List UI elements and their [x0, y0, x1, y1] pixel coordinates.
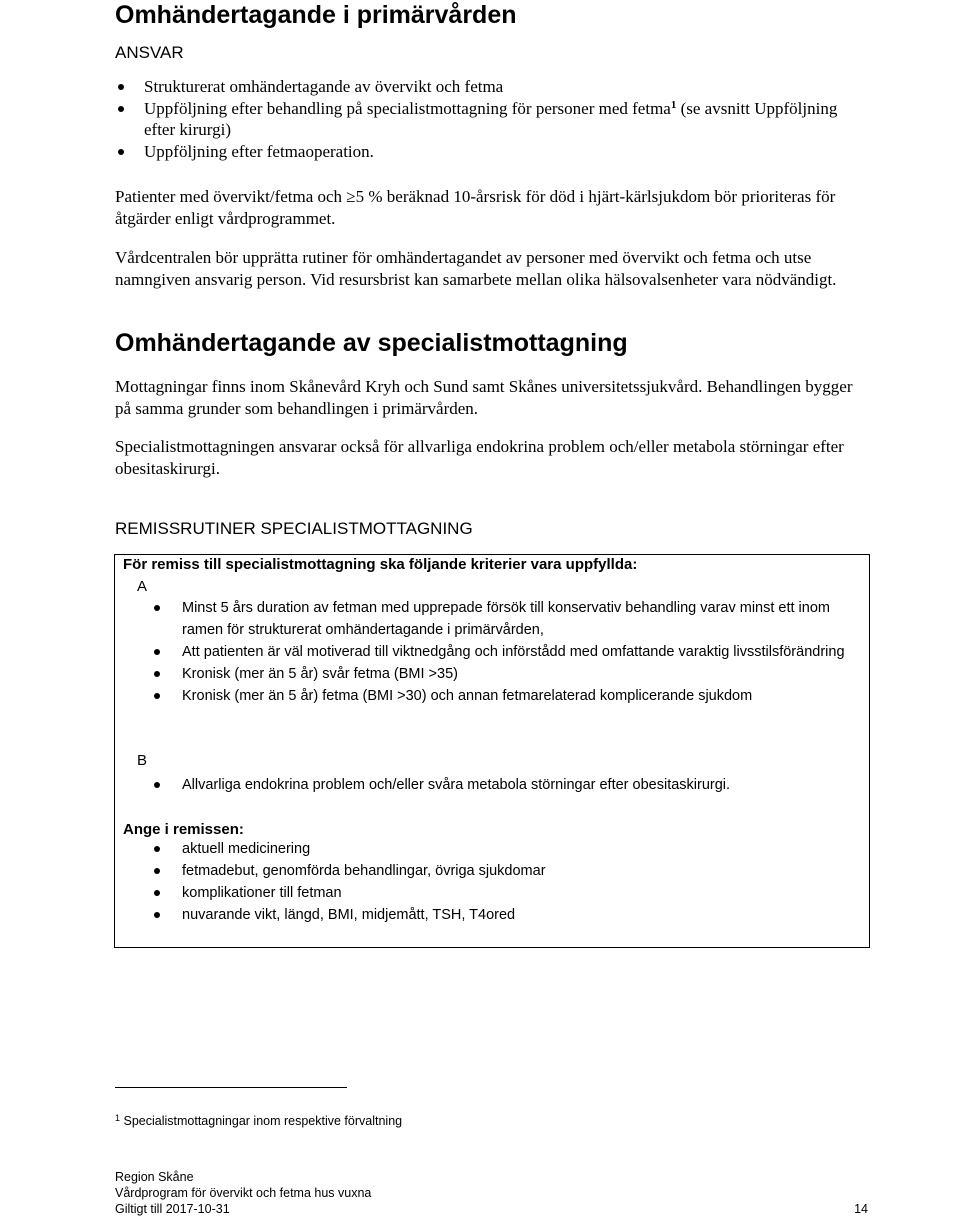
ange-heading: Ange i remissen: — [123, 821, 244, 838]
bullet-icon — [118, 106, 124, 112]
bullet-icon — [154, 846, 160, 852]
bullet-icon — [118, 84, 124, 90]
bullet-icon — [154, 782, 160, 788]
footnote-ref[interactable]: 1 — [670, 98, 677, 111]
list-item: nuvarande vikt, längd, BMI, midjemått, TSH, T4ored — [151, 904, 851, 926]
remiss-heading: REMISSRUTINER SPECIALISTMOTTAGNING — [115, 519, 473, 538]
footer-valid-until: Giltigt till 2017-10-31 — [115, 1202, 230, 1216]
list-item: Allvarliga endokrina problem och/eller svåra metabola störningar efter obesitaskirurgi. — [151, 774, 851, 796]
page-title: Omhändertagande i primärvården — [115, 1, 517, 29]
ansvar-heading: ANSVAR — [115, 43, 184, 62]
list-item: Kronisk (mer än 5 år) fetma (BMI >30) och annan fetmarelaterad komplicerande sjukdom — [151, 685, 851, 707]
bullet-icon — [118, 149, 124, 155]
specialist-paragraph-clinics: Mottagningar finns inom Skånevård Kryh och Sund samt Skånes universitetssjukvård. Behandlingen bygger på samma grunder som behandlingen i primärvården. — [115, 377, 853, 418]
footnote: $^1$ Specialistmottagningar inom respektive förvaltning — [115, 1113, 403, 1128]
ange-list — [151, 838, 851, 926]
list-item: aktuell medicinering — [151, 838, 851, 860]
list-item: Kronisk (mer än 5 år) svår fetma (BMI >35) — [151, 663, 851, 685]
box-title: För remiss till specialistmottagning ska följande kriterier vara uppfyllda: — [123, 556, 638, 573]
referral-criteria-box — [114, 554, 870, 948]
list-item: komplikationer till fetman — [151, 882, 851, 904]
bullet-icon — [154, 649, 160, 655]
footnote-marker: 1 — [115, 1113, 121, 1123]
footer-org: Region Skåne — [115, 1170, 194, 1184]
bullet-icon — [154, 671, 160, 677]
bullet-icon — [154, 605, 160, 611]
group-a-list — [151, 597, 851, 707]
specialist-paragraph-responsibility: Specialistmottagningen ansvarar också för allvarliga endokrina problem och/eller metabola störningar efter obesitaskirurgi. — [115, 437, 844, 478]
list-item: fetmadebut, genomförda behandlingar, övriga sjukdomar — [151, 860, 851, 882]
list-item: Att patienten är väl motiverad till viktnedgång och införstådd med omfattande varaktig livsstilsförändring — [151, 641, 851, 663]
list-item: Uppföljning efter behandling på specialistmottagning för personer med fetma$^1$ (se avsnitt Uppföljning efter kirurgi) — [115, 98, 855, 141]
list-item: Strukturerat omhändertagande av övervikt och fetma — [115, 76, 855, 98]
ansvar-list — [115, 76, 855, 162]
bullet-icon — [154, 912, 160, 918]
group-b-label: B — [137, 752, 148, 769]
bullet-icon — [154, 890, 160, 896]
bullet-icon — [154, 868, 160, 874]
list-item: Uppföljning efter fetmaoperation. — [115, 141, 855, 163]
footnote-divider — [115, 1087, 347, 1088]
ansvar-paragraph-priority: Patienter med övervikt/fetma och ≥5 % beräknad 10-årsrisk för död i hjärt-kärlsjukdom bör prioriteras för åtgärder enligt vårdprogrammet. — [115, 187, 836, 228]
page-number: 14 — [854, 1202, 868, 1216]
ansvar-paragraph-routines: Vårdcentralen bör upprätta rutiner för omhändertagandet av personer med övervikt och fetma och utse namngiven ansvarig person. Vid resursbrist kan samarbete mellan olika hälsovalsenheter vara nödvändigt. — [115, 248, 837, 289]
specialist-heading: Omhändertagande av specialistmottagning — [115, 329, 628, 357]
group-a-label: A — [137, 578, 148, 595]
footer-document: Vårdprogram för övervikt och fetma hus vuxna — [115, 1186, 372, 1200]
group-b-list — [151, 774, 851, 796]
bullet-icon — [154, 693, 160, 699]
list-item: Minst 5 års duration av fetman med upprepade försök till konservativ behandling varav minst ett inom ramen för strukturerat omhändertagande i primärvården, — [151, 597, 851, 641]
